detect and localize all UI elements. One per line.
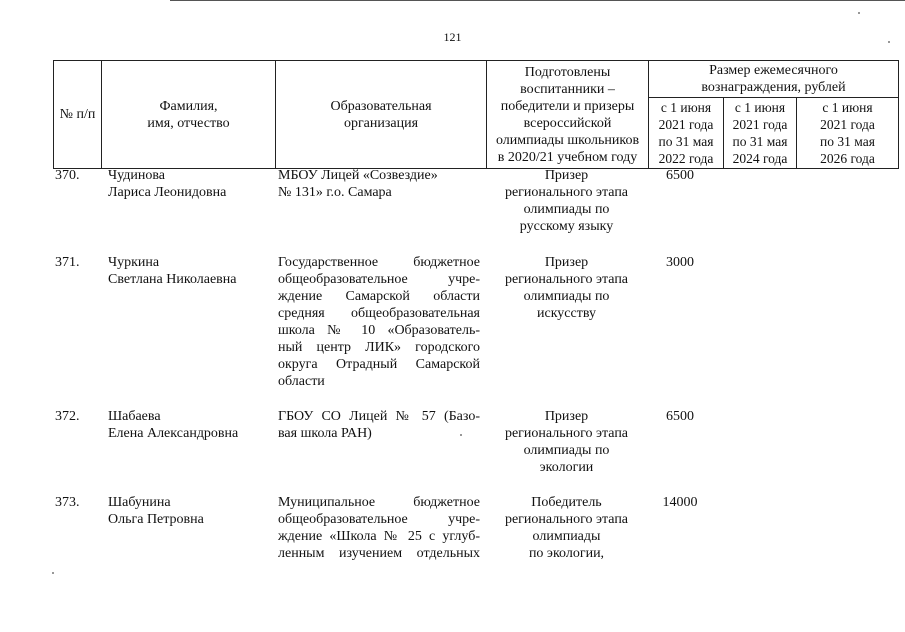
row-number: 370. (55, 168, 80, 183)
page-number: 121 (443, 30, 462, 44)
achievement: Призер регионального этапа олимпиады по искусству (504, 255, 629, 321)
table-header (53, 60, 899, 169)
person-name: Чудинова Лариса Леонидовна (108, 168, 227, 200)
organization: Муниципальное бюджетное общеобразовательное учре- ждение «Школа № 25 с углуб- ленным изучением отдельных (278, 495, 480, 561)
header-period-2024: с 1 июня 2021 года по 31 мая 2024 года (724, 98, 797, 169)
header-org: Образовательная организация (276, 61, 487, 169)
header-period-2026: с 1 июня 2021 года по 31 мая 2026 года (797, 98, 899, 169)
achievement: Победитель регионального этапа олимпиады по экологии, (504, 495, 629, 561)
organization: ГБОУ СО Лицей № 57 (Базо- вая школа РАН) (278, 409, 480, 441)
row-number: 371. (55, 255, 80, 270)
award-amount: 14000 (662, 495, 698, 510)
header-name: Фамилия, имя, отчество (102, 61, 276, 169)
row-number: 373. (55, 495, 80, 510)
header-num: № п/п (54, 61, 102, 169)
header-prepared: Подготовлены воспитанники – победители и призеры всероссийской олимпиады школьников в 2020/21 учебном году (487, 61, 649, 169)
header-award: Размер ежемесячного вознаграждения, рублей (649, 61, 899, 98)
person-name: Шабунина Ольга Петровна (108, 495, 204, 527)
achievement: Призер регионального этапа олимпиады по экологии (504, 409, 629, 475)
scan-speck (460, 434, 462, 436)
organization: МБОУ Лицей «Созвездие» № 131» г.о. Самара (278, 168, 438, 200)
scan-speck (888, 41, 890, 43)
award-amount: 6500 (666, 168, 694, 183)
row-number: 372. (55, 409, 80, 424)
award-amount: 6500 (666, 409, 694, 424)
person-name: Шабаева Елена Александровна (108, 409, 239, 441)
scan-speck (52, 572, 54, 574)
header-period-2022: с 1 июня 2021 года по 31 мая 2022 года (649, 98, 724, 169)
top-rule (170, 0, 905, 1)
award-amount: 3000 (666, 255, 694, 270)
scan-speck (858, 12, 860, 14)
achievement: Призер регионального этапа олимпиады по русскому языку (504, 168, 629, 234)
organization: Государственное бюджетное общеобразовательное учре- ждение Самарской области средняя общеобразовательная школа № 10 «Образователь- ный центр ЛИК» городского округа Отрадный Самарской области (278, 255, 480, 389)
person-name: Чуркина Светлана Николаевна (108, 255, 237, 287)
